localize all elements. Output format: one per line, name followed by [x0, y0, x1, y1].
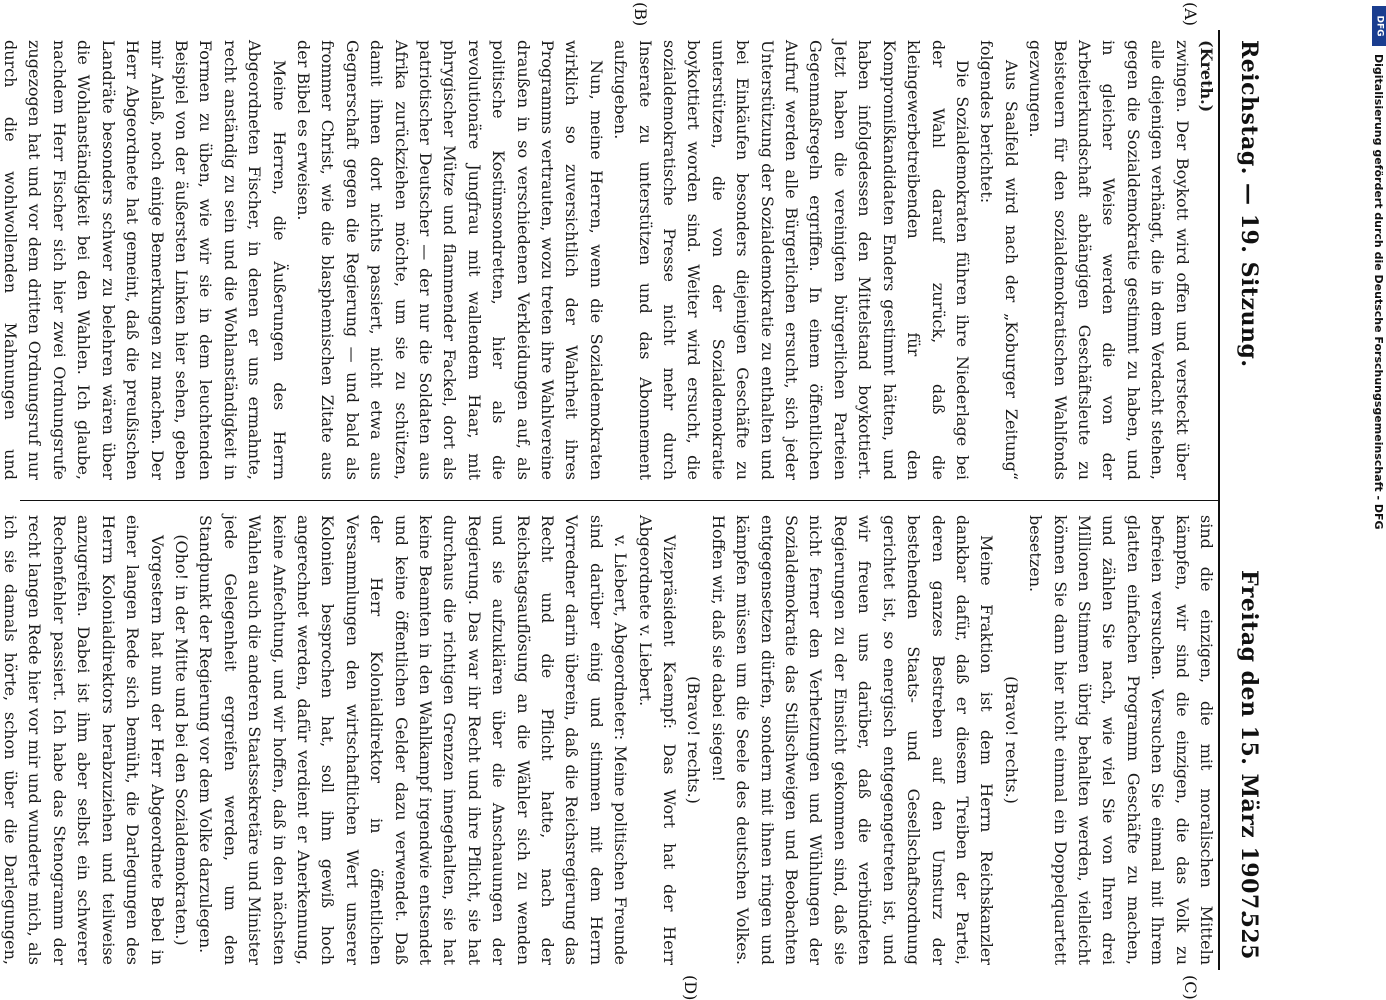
paragraph: v. Liebert, Abgeordneter: Meine politischen Freunde sind darüber einig und stimmen mit dem Herrn Vorredner darin überein, daß die Reichsregierung das Recht und die Pflicht hatte, nach der Reichstagsauflösung an die Wähler sich zu wenden und sie aufzuklären über die Anschauungen der Regierung. Das war ihr Recht und ihre Pflicht, sie hat durchaus die richtigen Grenzen innegehalten, sie hat keine Beamten in den Wahlkampf irgendwie entsendet und keine öffentlichen Gelder dazu verwendet. Daß der Herr Kolonialdirektor in öffentlichen Versammlungen den wirtschaftlichen Wert unserer Kolonien besprochen hat, soll ihm gewiß hoch angerechnet werden, dafür verdient er Anerkennung, keine Anfechtung, und wir hoffen, daß in den nächsten Wahlen auch die anderen Staatssekretäre und Minister jede Gelegenheit ergreifen werden, um den Standpunkt der Regierung vor dem Volke darzulegen.	[196, 515, 631, 965]
header-right: Freitag den 15. März 1907.	[1236, 570, 1262, 918]
quoted-paragraph: Die Sozialdemokraten führen ihre Niederlage bei der Wahl darauf zurück, daß die kleingewerbetreibenden für den Kompromißkandidaten Enders gestimmt hätten, und haben infolgedessen den Mittelstand boykottiert. Jetzt haben die vereinigten bürgerlichen Parteien Gegenmaßregeln ergriffen. In einem öffentlichen Aufruf werden alle Bürgerlichen ersucht, sich jeder Unterstützung der Sozialdemokratie zu enthalten und bei Einkäufen besonders diejenigen Geschäfte zu unterstützen, die von der Sozialdemokratie boykottiert worden sind. Weiter wird ersucht, die sozialdemokratische Presse nicht mehr durch Inserate zu unterstützen und das Abonnement aufzugeben.	[611, 40, 972, 480]
header-left: Reichstag. — 19. Sitzung.	[1236, 40, 1262, 368]
page-header	[1228, 0, 1262, 1000]
margin-marker-b: (B)	[631, 2, 650, 27]
paragraph: Meine Herren, die Äußerungen des Herrn Abgeordneten Fischer, in denen er uns ermahnte, recht anständig zu sein und die Wohlanständigkeit in Formen zu üben, wie wir sie in dem leuchtenden Beispiel von der äußersten Linken hier sehen, geben mir Anlaß, noch einige Bemerkungen zu machen. Der Herr Abgeordnete hat gemeint, daß die preußischen Landräte besonders schwer zu belehren wären über die Wohlanständigkeit bei den Wahlen. Ich glaube, nachdem Herr Fischer sich hier zwei Ordnungsrufe zugezogen hat und vor dem dritten Ordnungsruf nur durch die wohlwollenden Mahnungen und	[1, 40, 289, 480]
paragraph: Vorgestern hat nun der Herr Abgeordnete Bebel in einer langen Rede sich bemüht, die Darlegungen des Herrn Kolonialdirektors herabzuziehen und teilweise anzugreifen. Dabei ist ihm aber selbst ein schwerer Rechenfehler passiert. Ich habe das Stenogramm der recht langen Rede hier vor mir und wunderte mich, als ich sie damals hörte, schon über die Darlegungen,	[1, 515, 167, 965]
paragraph: Nun, meine Herren, wenn die Sozialdemokraten wirklich so zuversichtlich der Wahrheit ihres Programms vertrauten, wozu treten ihre Wahlvereine draußen in so verschiedenen Verkleidungen auf, als politische Kostümsondretten, hier als die revolutionäre Jungfrau mit wallendem Haar, mit phrygischer Mütze und flammender Fackel, dort als patriotischer Deutscher — der nur die Soldaten aus Afrika zurückziehen möchte, um sie zu schützen, damit ihnen dort nichts passiert, nicht etwa aus Gegnerschaft gegen die Regierung — und bald als frommer Christ, wie die blasphemischen Zitate aus der Bibel es erweisen.	[293, 40, 606, 480]
interjection: (Bravo! rechts.)	[684, 676, 704, 804]
speaker-announcement: Vizepräsident Kaempf: Das Wort hat der Herr Abgeordnete v. Liebert.	[635, 515, 680, 965]
column-divider	[20, 500, 1218, 501]
margin-marker-c: (C)	[1181, 975, 1200, 1000]
column-right	[1, 515, 1218, 965]
dfg-logo: DFG	[1372, 6, 1386, 46]
interjection: (Oho! in der Mitte und bei den Sozialdemokraten.)	[171, 534, 191, 946]
speaker-tag: (Kreth.)	[1197, 40, 1216, 113]
page-number: 525	[1236, 912, 1262, 960]
digitization-credit: Digitalisierung gefördert durch die Deutsche Forschungsgemeinschaft - DFG	[1372, 54, 1385, 530]
paragraph: Meine Fraktion ist dem Herrn Reichskanzler dankbar dafür, daß er diesem Treiben der Partei, deren ganzes Bestreben auf den Umsturz der bestehenden Staats- und Gesellschaftsordnung gerichtet ist, so energisch entgegengetreten ist, und wir freuen uns darüber, daß die verbündeten Regierungen zu der Einsicht gekommen sind, daß sie nicht ferner den Verhetzungen und Wühlungen der Sozialdemokratie das Stillschweigen und Beobachten entgegensetzen dürfen, sondern mit ihnen ringen und kämpfen müssen um die Seele des deutschen Volkes. Hoffen wir, daß sie dabei siegen!	[708, 515, 997, 965]
paragraph: sind die einzigen, die mit moralischen Mitteln kämpfen, wir sind die einzigen, die das Volk zu befreien versuchen. Versuchen Sie einmal mit Ihrem glatten einfachen Programm Geschäfte zu machen, und zählen Sie nach, wie viel Sie von Ihren drei Millionen Stimmen übrig behalten werden, vielleicht können Sie dann hier nicht einmal ein Doppelquartett besetzen.	[1026, 515, 1216, 965]
paragraph: Aus Saalfeld wird nach der „Koburger Zeitung“ folgendes berichtet:	[977, 40, 1021, 480]
column-left	[1, 40, 1218, 480]
margin-marker-d: (D)	[681, 975, 700, 1000]
interjection: (Bravo! rechts.)	[1001, 676, 1021, 804]
margin-marker-a: (A)	[1181, 2, 1200, 27]
paragraph: zwingen. Der Boykott wird offen und versteckt über alle diejenigen verhängt, die in dem Verdacht stehen, gegen die Sozialdemokratie gestimmt zu haben, und in gleicher Weise werden die von der Arbeiterkundschaft abhängigen Geschäftsleute zu Beisteuern für den sozialdemokratischen Wahlfonds gezwungen.	[1026, 40, 1192, 480]
header-rule	[1218, 30, 1220, 970]
